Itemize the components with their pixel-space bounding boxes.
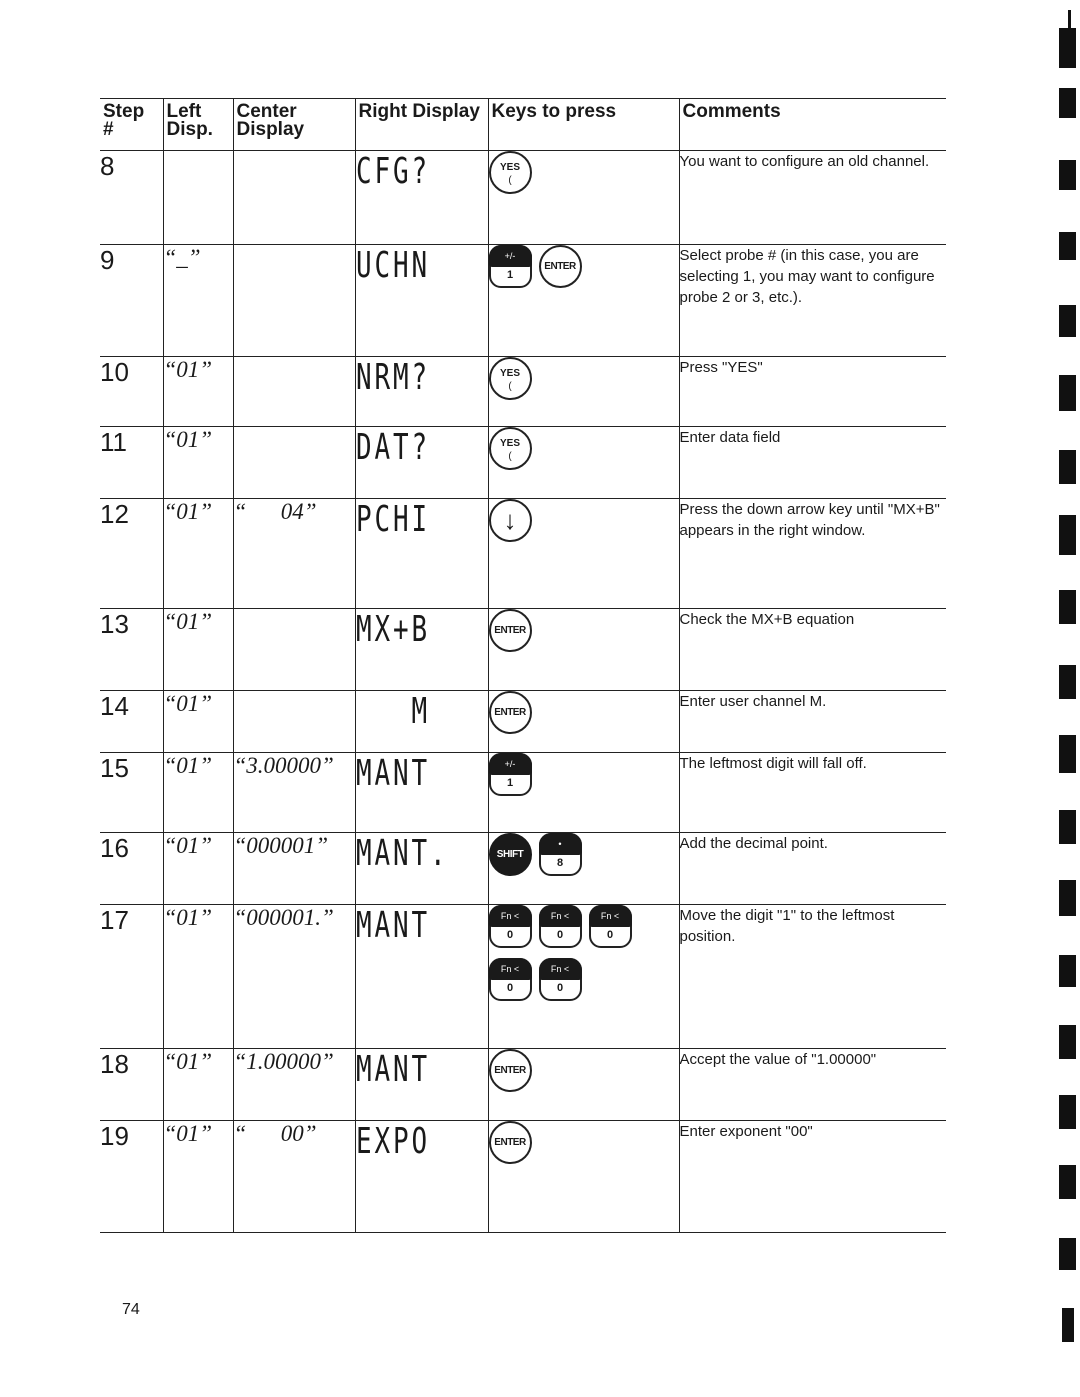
- comment: The leftmost digit will fall off.: [679, 753, 946, 833]
- comment: Enter user channel M.: [679, 691, 946, 753]
- right-display: [355, 691, 488, 753]
- margin-mark: [1059, 880, 1076, 916]
- keys-cell: [488, 151, 679, 245]
- right-display: [355, 609, 488, 691]
- segment-text: MANT: [355, 905, 430, 946]
- segment-text: M: [355, 691, 430, 732]
- enter-key[interactable]: ENTER: [489, 691, 532, 734]
- plus-minus-1-key[interactable]: +/- 1: [489, 245, 532, 288]
- fn-0-key[interactable]: Fn < 0: [589, 905, 632, 948]
- comment: Accept the value of "1.00000": [679, 1049, 946, 1121]
- segment-text: EXPO: [355, 1121, 430, 1162]
- left-display: “01”: [163, 753, 233, 833]
- enter-key[interactable]: ENTER: [489, 1121, 532, 1164]
- comment: Press the down arrow key until "MX+B" appears in the right window.: [679, 499, 946, 609]
- left-display: [163, 151, 233, 245]
- margin-mark: [1059, 450, 1076, 484]
- comment: You want to configure an old channel.: [679, 151, 946, 245]
- margin-mark: [1059, 1165, 1076, 1199]
- yes-key[interactable]: YES (: [489, 357, 532, 400]
- left-display: “01”: [163, 691, 233, 753]
- table-row: [100, 905, 946, 1049]
- header-right-display: Right Display: [355, 99, 488, 151]
- left-display: “01”: [163, 1121, 233, 1233]
- table-row: [100, 499, 946, 609]
- step-number: 10: [100, 357, 163, 427]
- keys-cell: [488, 833, 679, 905]
- keys-cell: [488, 1049, 679, 1121]
- table-header-row: [100, 99, 946, 151]
- comment: Enter data field: [679, 427, 946, 499]
- segment-text: UCHN: [355, 245, 430, 286]
- margin-mark: [1059, 515, 1076, 555]
- margin-mark: [1059, 810, 1076, 844]
- keys-cell: [488, 357, 679, 427]
- margin-mark: [1059, 232, 1076, 260]
- margin-mark: [1059, 1238, 1076, 1270]
- keys-cell: [488, 753, 679, 833]
- right-display: [355, 357, 488, 427]
- table-row: [100, 245, 946, 357]
- table-row: [100, 691, 946, 753]
- step-number: 15: [100, 753, 163, 833]
- right-display: [355, 151, 488, 245]
- right-display: [355, 905, 488, 1049]
- step-number: 13: [100, 609, 163, 691]
- yes-key[interactable]: YES (: [489, 427, 532, 470]
- keys-cell: [488, 427, 679, 499]
- dot-8-key[interactable]: • 8: [539, 833, 582, 876]
- step-number: 14: [100, 691, 163, 753]
- keys-cell: [488, 1121, 679, 1233]
- center-display: [233, 357, 355, 427]
- table-row: [100, 151, 946, 245]
- center-display: “ 04”: [233, 499, 355, 609]
- table-row: [100, 1049, 946, 1121]
- right-display: [355, 1121, 488, 1233]
- fn-0-key[interactable]: Fn < 0: [489, 958, 532, 1001]
- left-display: “01”: [163, 427, 233, 499]
- keys-cell: [488, 691, 679, 753]
- step-number: 12: [100, 499, 163, 609]
- plus-minus-1-key[interactable]: +/- 1: [489, 753, 532, 796]
- margin-mark: [1059, 665, 1076, 699]
- margin-mark: [1068, 10, 1071, 30]
- shift-key[interactable]: SHIFT: [489, 833, 532, 876]
- center-display: “000001”: [233, 833, 355, 905]
- right-display: [355, 1049, 488, 1121]
- center-display: “1.00000”: [233, 1049, 355, 1121]
- step-number: 8: [100, 151, 163, 245]
- enter-key[interactable]: ENTER: [489, 609, 532, 652]
- margin-mark: [1059, 375, 1076, 411]
- fn-0-key[interactable]: Fn < 0: [489, 905, 532, 948]
- comment: Add the decimal point.: [679, 833, 946, 905]
- margin-mark: [1059, 305, 1076, 337]
- left-display: “01”: [163, 833, 233, 905]
- page-number: 74: [122, 1301, 140, 1318]
- step-number: 17: [100, 905, 163, 1049]
- margin-mark: [1059, 28, 1076, 68]
- left-display: “01”: [163, 1049, 233, 1121]
- margin-mark: [1059, 590, 1076, 624]
- comment: Move the digit "1" to the leftmost position.: [679, 905, 946, 1049]
- table-row: [100, 1121, 946, 1233]
- center-display: [233, 609, 355, 691]
- right-display: [355, 499, 488, 609]
- header-step: Step #: [100, 99, 163, 151]
- comment: Check the MX+B equation: [679, 609, 946, 691]
- left-display: “01”: [163, 499, 233, 609]
- comment: Press "YES": [679, 357, 946, 427]
- right-display: [355, 245, 488, 357]
- segment-text: MANT.: [355, 833, 448, 874]
- segment-text: NRM?: [355, 357, 430, 398]
- right-display: [355, 833, 488, 905]
- steps-table: [100, 98, 946, 1233]
- table-row: [100, 357, 946, 427]
- center-display: “3.00000”: [233, 753, 355, 833]
- margin-mark: [1059, 735, 1076, 773]
- center-display: [233, 427, 355, 499]
- header-comments: Comments: [679, 99, 946, 151]
- keys-cell: [488, 499, 679, 609]
- comment: Select probe # (in this case, you are selecting 1, you may want to configure probe 2 or 3, etc.).: [679, 245, 946, 357]
- keys-cell: [488, 245, 679, 357]
- header-left-display: Left Disp.: [163, 99, 233, 151]
- fn-0-key[interactable]: Fn < 0: [539, 905, 582, 948]
- step-number: 9: [100, 245, 163, 357]
- right-display: [355, 753, 488, 833]
- center-display: [233, 691, 355, 753]
- table-row: [100, 753, 946, 833]
- margin-mark: [1059, 88, 1076, 118]
- margin-mark: [1059, 1095, 1076, 1129]
- center-display: [233, 151, 355, 245]
- segment-text: PCHI: [355, 499, 430, 540]
- segment-text: MANT: [355, 1049, 430, 1090]
- table-row: [100, 427, 946, 499]
- yes-key[interactable]: YES (: [489, 151, 532, 194]
- table-row: [100, 609, 946, 691]
- down-arrow-icon: ↓: [503, 505, 517, 535]
- step-number: 16: [100, 833, 163, 905]
- center-display: [233, 245, 355, 357]
- margin-mark: [1059, 160, 1076, 190]
- fn-0-key[interactable]: Fn < 0: [539, 958, 582, 1001]
- center-display: “ 00”: [233, 1121, 355, 1233]
- enter-key[interactable]: ENTER: [489, 1049, 532, 1092]
- header-keys: Keys to press: [488, 99, 679, 151]
- header-center-display: Center Display: [233, 99, 355, 151]
- left-display: “_”: [163, 245, 233, 357]
- down-arrow-key[interactable]: [489, 499, 532, 542]
- step-number: 11: [100, 427, 163, 499]
- margin-mark: [1059, 1025, 1076, 1059]
- segment-text: MANT: [355, 753, 430, 794]
- table-row: [100, 833, 946, 905]
- comment: Enter exponent "00": [679, 1121, 946, 1233]
- enter-key[interactable]: ENTER: [539, 245, 582, 288]
- margin-mark: [1062, 1308, 1074, 1342]
- right-display: [355, 427, 488, 499]
- step-number: 18: [100, 1049, 163, 1121]
- step-number: 19: [100, 1121, 163, 1233]
- margin-mark: [1059, 955, 1076, 987]
- left-display: “01”: [163, 609, 233, 691]
- left-display: “01”: [163, 357, 233, 427]
- left-display: “01”: [163, 905, 233, 1049]
- segment-text: CFG?: [355, 151, 430, 192]
- segment-text: MX+B: [355, 609, 430, 650]
- keys-cell: [488, 905, 679, 1049]
- center-display: “000001.”: [233, 905, 355, 1049]
- segment-text: DAT?: [355, 427, 430, 468]
- keys-cell: [488, 609, 679, 691]
